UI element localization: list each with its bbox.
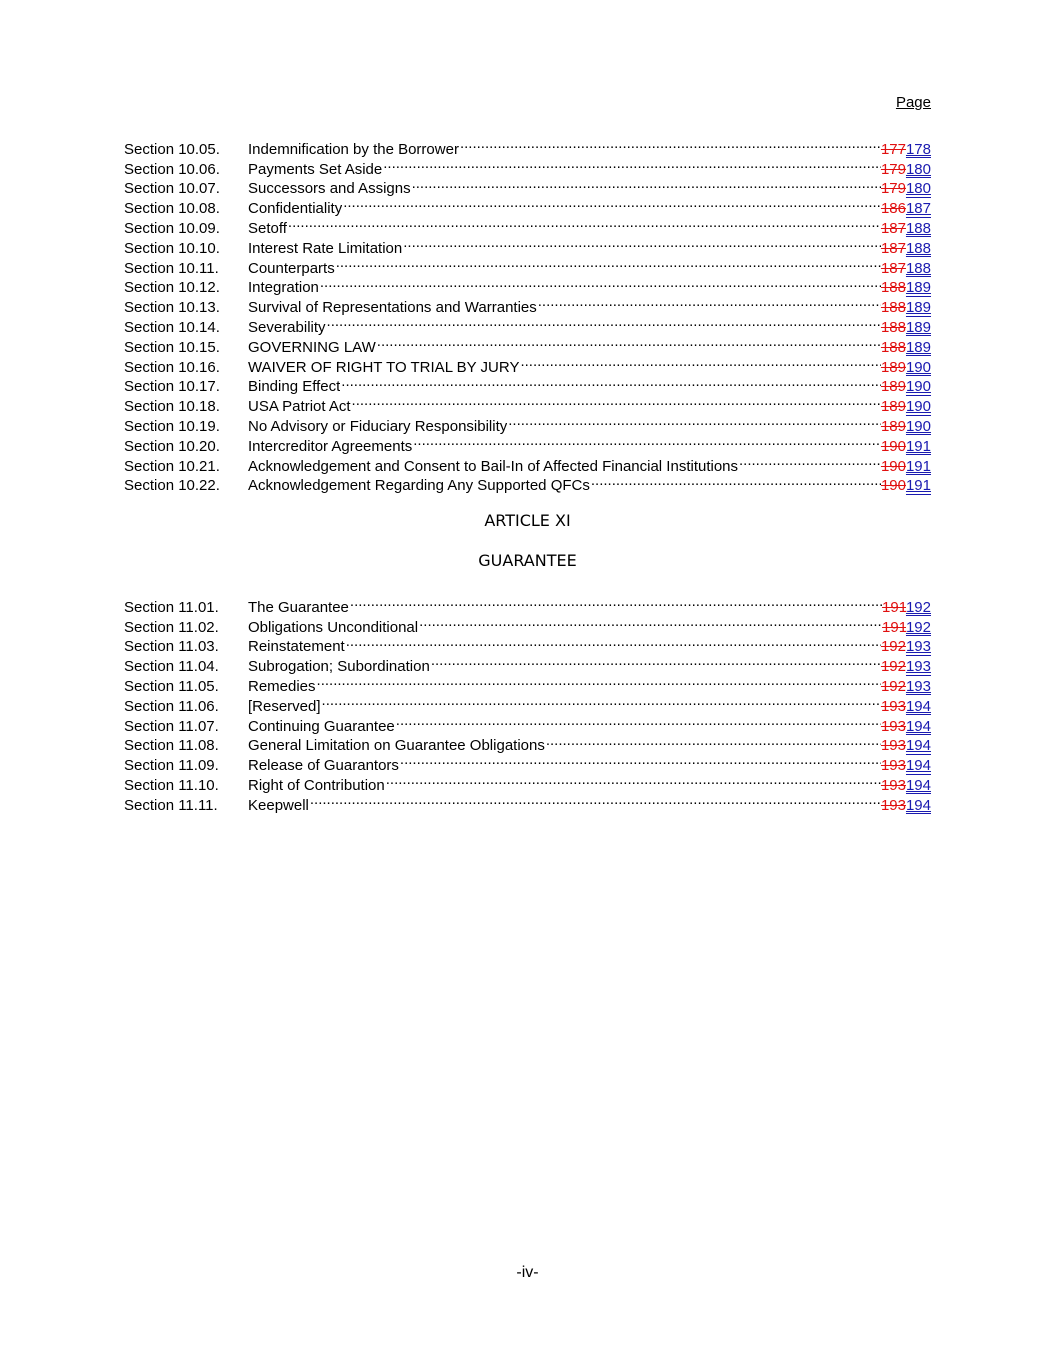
dot-leader [399, 750, 881, 770]
page-reference [881, 677, 931, 697]
page-reference [881, 397, 931, 417]
inserted-page-number[interactable]: 194 [905, 796, 931, 814]
page-reference [881, 717, 931, 737]
deleted-page-number: 192 [880, 658, 906, 676]
deleted-page-number: 187 [880, 259, 906, 277]
page-reference [881, 318, 931, 338]
page-reference [881, 736, 931, 756]
deleted-page-number: 191 [882, 618, 906, 636]
dot-leader [287, 213, 881, 233]
inserted-page-number[interactable]: 192 [905, 618, 931, 636]
section-number: Section 10.09. [124, 219, 220, 237]
inserted-page-number[interactable]: 194 [905, 697, 931, 715]
deleted-page-number: 189 [880, 417, 906, 435]
dot-leader [537, 292, 881, 312]
dot-leader [430, 651, 881, 671]
page-reference [881, 776, 931, 796]
deleted-page-number: 189 [880, 358, 906, 376]
section-number: Section 10.06. [124, 160, 220, 178]
page-reference [881, 199, 931, 219]
dot-leader [382, 154, 881, 174]
section-number: Section 10.11. [124, 259, 219, 277]
inserted-page-number[interactable]: 188 [905, 219, 931, 237]
page-reference [881, 259, 931, 279]
dot-leader [519, 352, 880, 372]
toc-article-11-list [124, 592, 931, 814]
section-title: USA Patriot Act [248, 398, 351, 416]
inserted-page-number[interactable]: 189 [905, 318, 931, 336]
page-reference [881, 278, 931, 298]
page-reference [881, 179, 931, 199]
section-number: Section 10.15. [124, 338, 220, 356]
section-title: [Reserved] [248, 697, 321, 715]
section-title: Release of Guarantors [248, 757, 399, 775]
section-number: Section 10.07. [124, 180, 220, 198]
dot-leader [335, 253, 881, 273]
dot-leader [326, 312, 881, 332]
inserted-page-number[interactable]: 189 [905, 338, 931, 356]
inserted-page-number[interactable]: 194 [905, 717, 931, 735]
page-reference [881, 476, 931, 496]
inserted-page-number[interactable]: 189 [905, 279, 931, 297]
section-number: Section 10.18. [124, 398, 220, 416]
section-number: Section 10.16. [124, 358, 220, 376]
page-reference [881, 298, 931, 318]
section-number: Section 10.21. [124, 457, 220, 475]
page-reference [881, 437, 931, 457]
inserted-page-number[interactable]: 194 [905, 737, 931, 755]
dot-leader [351, 391, 881, 411]
dot-leader [340, 372, 881, 392]
section-title: Setoff [248, 219, 287, 237]
section-title: Acknowledgement Regarding Any Supported QFCs [248, 477, 590, 495]
dot-leader [342, 193, 881, 213]
inserted-page-number[interactable]: 193 [905, 638, 931, 656]
deleted-page-number: 192 [880, 638, 906, 656]
dot-leader [376, 332, 881, 352]
page-reference [881, 457, 931, 477]
page-reference [881, 338, 931, 358]
deleted-page-number: 186 [880, 200, 906, 218]
section-title: Obligations Unconditional [248, 618, 419, 636]
dot-leader [507, 411, 881, 431]
dot-leader [459, 134, 881, 154]
page-reference [882, 618, 931, 638]
deleted-page-number: 193 [880, 717, 906, 735]
section-title: Intercreditor Agreements [248, 437, 413, 455]
page-column-label: Page [895, 94, 931, 111]
deleted-page-number: 189 [880, 398, 906, 416]
deleted-page-number: 193 [880, 796, 906, 814]
inserted-page-number[interactable]: 191 [905, 477, 931, 495]
page-footer-number: -iv- [516, 1264, 539, 1281]
section-title: Confidentiality [248, 200, 343, 218]
deleted-page-number: 188 [880, 279, 906, 297]
deleted-page-number: 188 [880, 318, 906, 336]
dot-leader [412, 431, 881, 451]
page-reference [881, 756, 931, 776]
inserted-page-number[interactable]: 190 [905, 358, 931, 376]
dot-leader [545, 731, 881, 751]
inserted-page-number[interactable]: 194 [905, 757, 931, 775]
section-number: Section 11.03. [124, 638, 219, 656]
deleted-page-number: 188 [880, 299, 906, 317]
section-title: Reinstatement [248, 638, 345, 656]
section-title: Acknowledgement and Consent to Bail-In of Affected Financial Institutions [248, 457, 739, 475]
toc-entry[interactable] [124, 134, 931, 158]
section-number: Section 11.06. [124, 697, 219, 715]
article-heading: ARTICLE XI [484, 511, 571, 530]
section-number: Section 10.17. [124, 378, 220, 396]
page-reference [881, 377, 931, 397]
section-title: General Limitation on Guarantee Obligations [248, 737, 545, 755]
inserted-page-number[interactable]: 180 [905, 160, 931, 178]
dot-leader [738, 451, 881, 471]
page-reference [881, 796, 931, 816]
dot-leader [316, 671, 881, 691]
dot-leader [349, 592, 882, 612]
page-reference [881, 358, 931, 378]
section-number: Section 11.10. [124, 776, 219, 794]
section-number: Section 11.08. [124, 737, 219, 755]
dot-leader [345, 632, 881, 652]
deleted-page-number: 193 [880, 697, 906, 715]
section-number: Section 11.04. [124, 658, 219, 676]
section-title: Continuing Guarantee [248, 717, 395, 735]
page-reference [881, 637, 931, 657]
section-number: Section 11.02. [124, 618, 219, 636]
toc-entry[interactable] [124, 592, 931, 616]
section-title: Remedies [248, 677, 316, 695]
section-number: Section 10.14. [124, 318, 220, 336]
inserted-page-number[interactable]: 193 [905, 658, 931, 676]
page-reference [881, 417, 931, 437]
section-title: GOVERNING LAW [248, 338, 376, 356]
page-reference [881, 219, 931, 239]
section-number: Section 10.10. [124, 239, 220, 257]
dot-leader [309, 790, 881, 810]
inserted-page-number[interactable]: 193 [905, 677, 931, 695]
inserted-page-number[interactable]: 192 [905, 598, 931, 616]
section-title: Counterparts [248, 259, 335, 277]
dot-leader [395, 711, 881, 731]
inserted-page-number[interactable]: 191 [905, 437, 931, 455]
section-title: Right of Contribution [248, 776, 385, 794]
inserted-page-number[interactable]: 190 [905, 378, 931, 396]
deleted-page-number: 190 [880, 437, 906, 455]
deleted-page-number: 192 [880, 677, 906, 695]
dot-leader [385, 770, 881, 790]
deleted-page-number: 193 [880, 757, 906, 775]
section-number: Section 11.05. [124, 677, 219, 695]
inserted-page-number[interactable]: 194 [905, 776, 931, 794]
inserted-page-number[interactable]: 187 [905, 200, 931, 218]
page-reference [881, 140, 931, 160]
deleted-page-number: 191 [882, 598, 906, 616]
dot-leader [590, 471, 881, 491]
inserted-page-number[interactable]: 188 [905, 239, 931, 257]
deleted-page-number: 188 [880, 338, 906, 356]
inserted-page-number[interactable]: 189 [905, 299, 931, 317]
section-number: Section 11.09. [124, 757, 219, 775]
section-title: Subrogation; Subordination [248, 658, 430, 676]
section-title: Indemnification by the Borrower [248, 140, 459, 158]
section-number: Section 11.01. [124, 598, 219, 616]
section-title: Severability [248, 318, 326, 336]
section-title: Binding Effect [248, 378, 341, 396]
deleted-page-number: 179 [880, 160, 906, 178]
deleted-page-number: 179 [880, 180, 906, 198]
section-number: Section 10.19. [124, 417, 220, 435]
section-number: Section 11.11. [124, 796, 218, 814]
page-reference [881, 697, 931, 717]
inserted-page-number[interactable]: 188 [905, 259, 931, 277]
dot-leader [418, 612, 882, 632]
article-subheading: GUARANTEE [478, 551, 577, 570]
section-title: Successors and Assigns [248, 180, 411, 198]
dot-leader [321, 691, 881, 711]
deleted-page-number: 187 [880, 239, 906, 257]
deleted-page-number: 190 [880, 477, 906, 495]
section-number: Section 11.07. [124, 717, 219, 735]
section-title: Interest Rate Limitation [248, 239, 403, 257]
section-title: No Advisory or Fiduciary Responsibility [248, 417, 508, 435]
deleted-page-number: 187 [880, 219, 906, 237]
section-title: The Guarantee [248, 598, 349, 616]
section-number: Section 10.12. [124, 279, 220, 297]
page-reference [881, 239, 931, 259]
deleted-page-number: 190 [880, 457, 906, 475]
section-title: Payments Set Aside [248, 160, 383, 178]
dot-leader [319, 273, 881, 293]
section-number: Section 10.22. [124, 477, 220, 495]
inserted-page-number[interactable]: 190 [905, 417, 931, 435]
section-title: Integration [248, 279, 319, 297]
section-number: Section 10.20. [124, 437, 220, 455]
page-reference [882, 598, 931, 618]
page-reference [881, 657, 931, 677]
page-reference [881, 160, 931, 180]
section-title: Survival of Representations and Warranties [248, 299, 537, 317]
section-title: WAIVER OF RIGHT TO TRIAL BY JURY [248, 358, 520, 376]
dot-leader [411, 174, 881, 194]
section-number: Section 10.08. [124, 200, 220, 218]
section-number: Section 10.13. [124, 299, 220, 317]
dot-leader [402, 233, 881, 253]
deleted-page-number: 189 [880, 378, 906, 396]
deleted-page-number: 193 [880, 776, 906, 794]
inserted-page-number[interactable]: 180 [905, 180, 931, 198]
deleted-page-number: 193 [880, 737, 906, 755]
inserted-page-number[interactable]: 178 [905, 140, 931, 158]
section-title: Keepwell [248, 796, 309, 814]
toc-article-10-list [124, 134, 931, 495]
inserted-page-number[interactable]: 191 [905, 457, 931, 475]
inserted-page-number[interactable]: 190 [905, 398, 931, 416]
section-number: Section 10.05. [124, 140, 220, 158]
deleted-page-number: 177 [880, 140, 906, 158]
